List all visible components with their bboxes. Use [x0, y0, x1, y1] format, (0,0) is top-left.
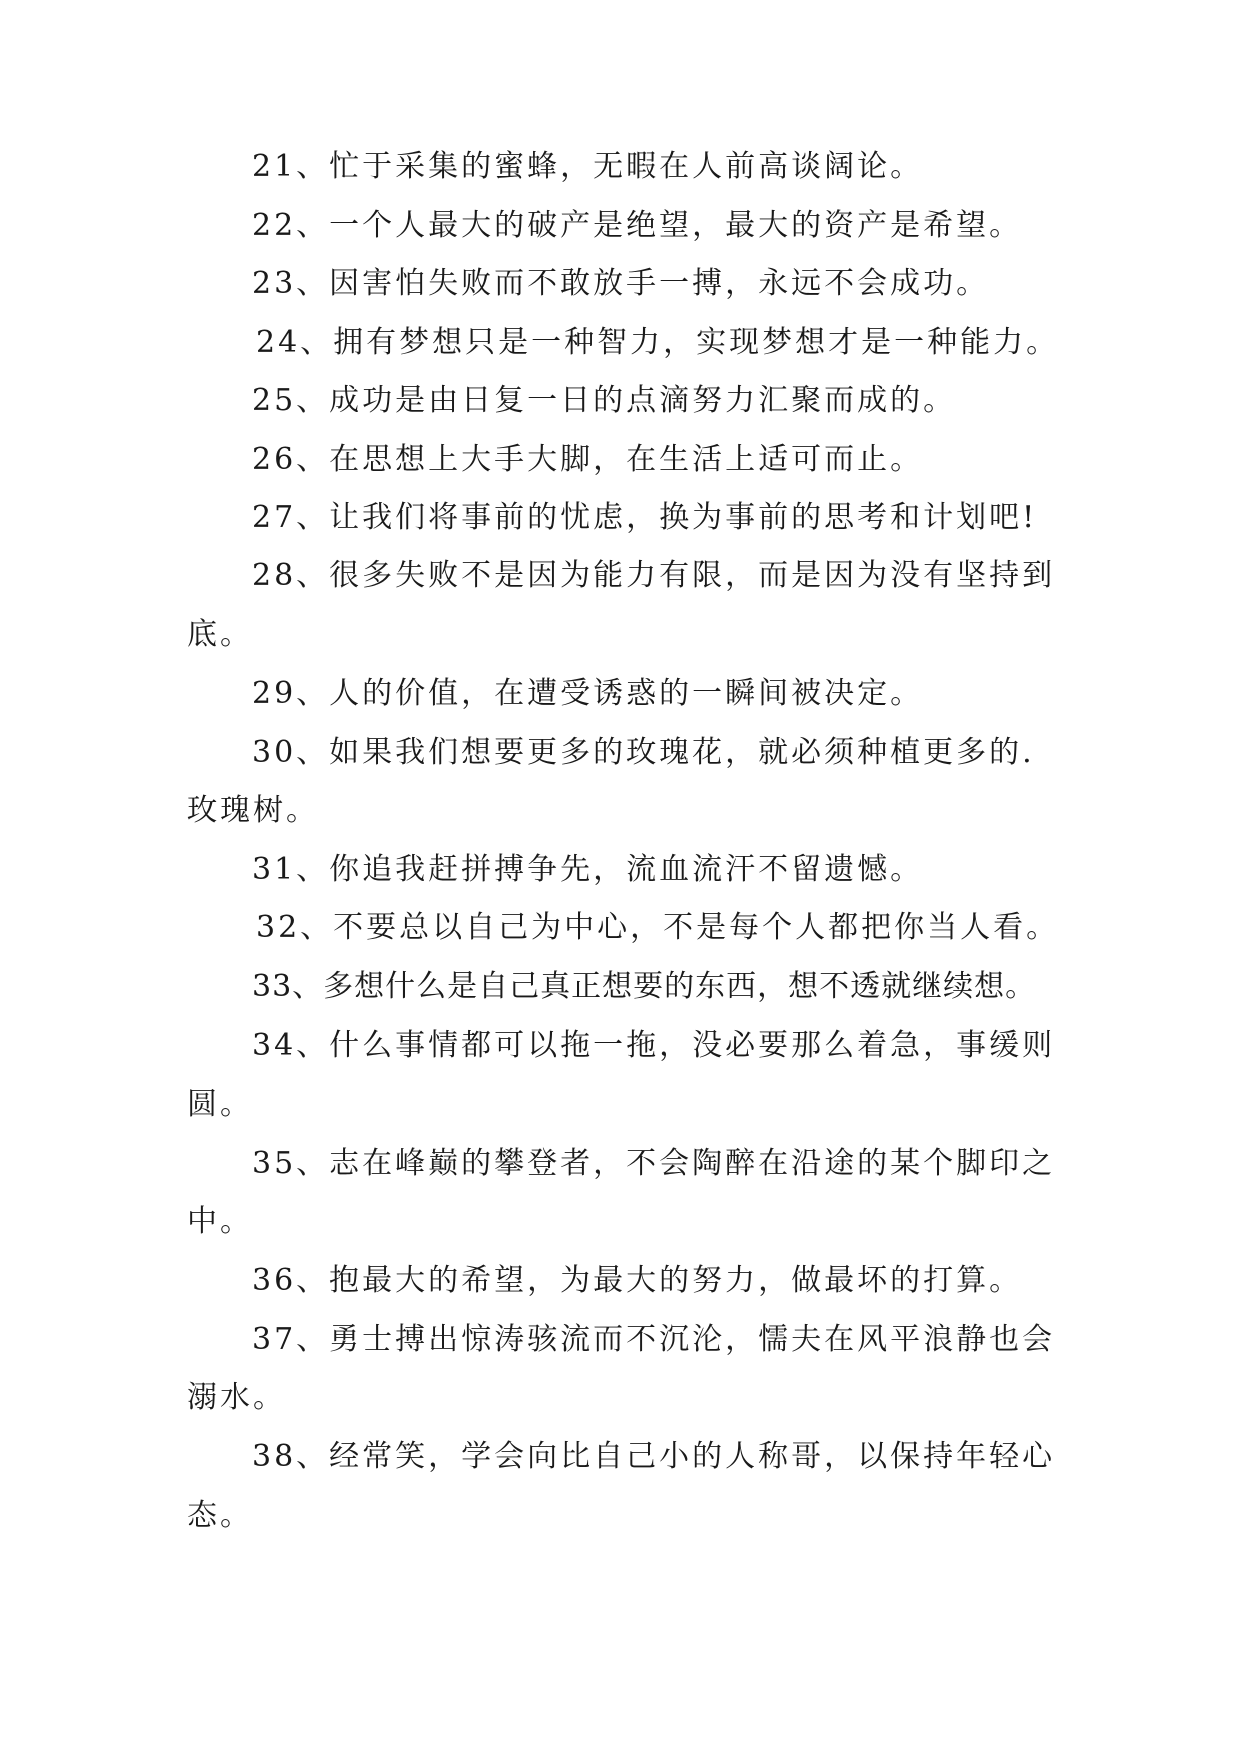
- quote-35: 35、志在峰巅的攀登者，不会陶醉在沿途的某个脚印之: [252, 1146, 1056, 1181]
- quote-34: 34、什么事情都可以拖一拖，没必要那么着急，事缓则: [252, 1028, 1056, 1063]
- quote-38: 38、经常笑，学会向比自己小的人称哥，以保持年轻心: [252, 1439, 1056, 1474]
- quote-30-cont: 玫瑰树。: [187, 793, 319, 828]
- quote-34-cont: 圆。: [187, 1087, 253, 1122]
- quote-22: 22、一个人最大的破产是绝望，最大的资产是希望。: [252, 208, 1023, 243]
- quote-24: 24、拥有梦想只是一种智力，实现梦想才是一种能力。: [256, 325, 1060, 360]
- quote-23: 23、因害怕失败而不敢放手一搏，永远不会成功。: [252, 266, 990, 301]
- quote-38-cont: 态。: [187, 1498, 253, 1533]
- quote-25: 25、成功是由日复一日的点滴努力汇聚而成的。: [252, 383, 957, 418]
- quote-36: 36、抱最大的希望，为最大的努力，做最坏的打算。: [252, 1263, 1023, 1298]
- quote-21: 21、忙于采集的蜜蜂，无暇在人前高谈阔论。: [252, 149, 924, 184]
- quote-28-cont: 底。: [187, 617, 253, 652]
- quote-28: 28、很多失败不是因为能力有限，而是因为没有坚持到: [252, 558, 1056, 593]
- quote-27: 27、让我们将事前的忧虑，换为事前的思考和计划吧!: [252, 500, 1038, 535]
- quote-26: 26、在思想上大手大脚，在生活上适可而止。: [252, 442, 924, 477]
- quote-29: 29、人的价值，在遭受诱惑的一瞬间被决定。: [252, 676, 924, 711]
- quote-30: 30、如果我们想要更多的玫瑰花，就必须种植更多的.: [252, 735, 1035, 770]
- quote-37: 37、勇士搏出惊涛骇流而不沉沦，懦夫在风平浪静也会: [252, 1322, 1056, 1357]
- quote-33: 33、多想什么是自己真正想要的东西，想不透就继续想。: [252, 969, 1037, 1004]
- quote-35-cont: 中。: [187, 1204, 253, 1239]
- quote-32: 32、不要总以自己为中心，不是每个人都把你当人看。: [256, 910, 1060, 945]
- quote-31: 31、你追我赶拼搏争先，流血流汗不留遗憾。: [252, 852, 924, 887]
- quote-37-cont: 溺水。: [187, 1380, 286, 1415]
